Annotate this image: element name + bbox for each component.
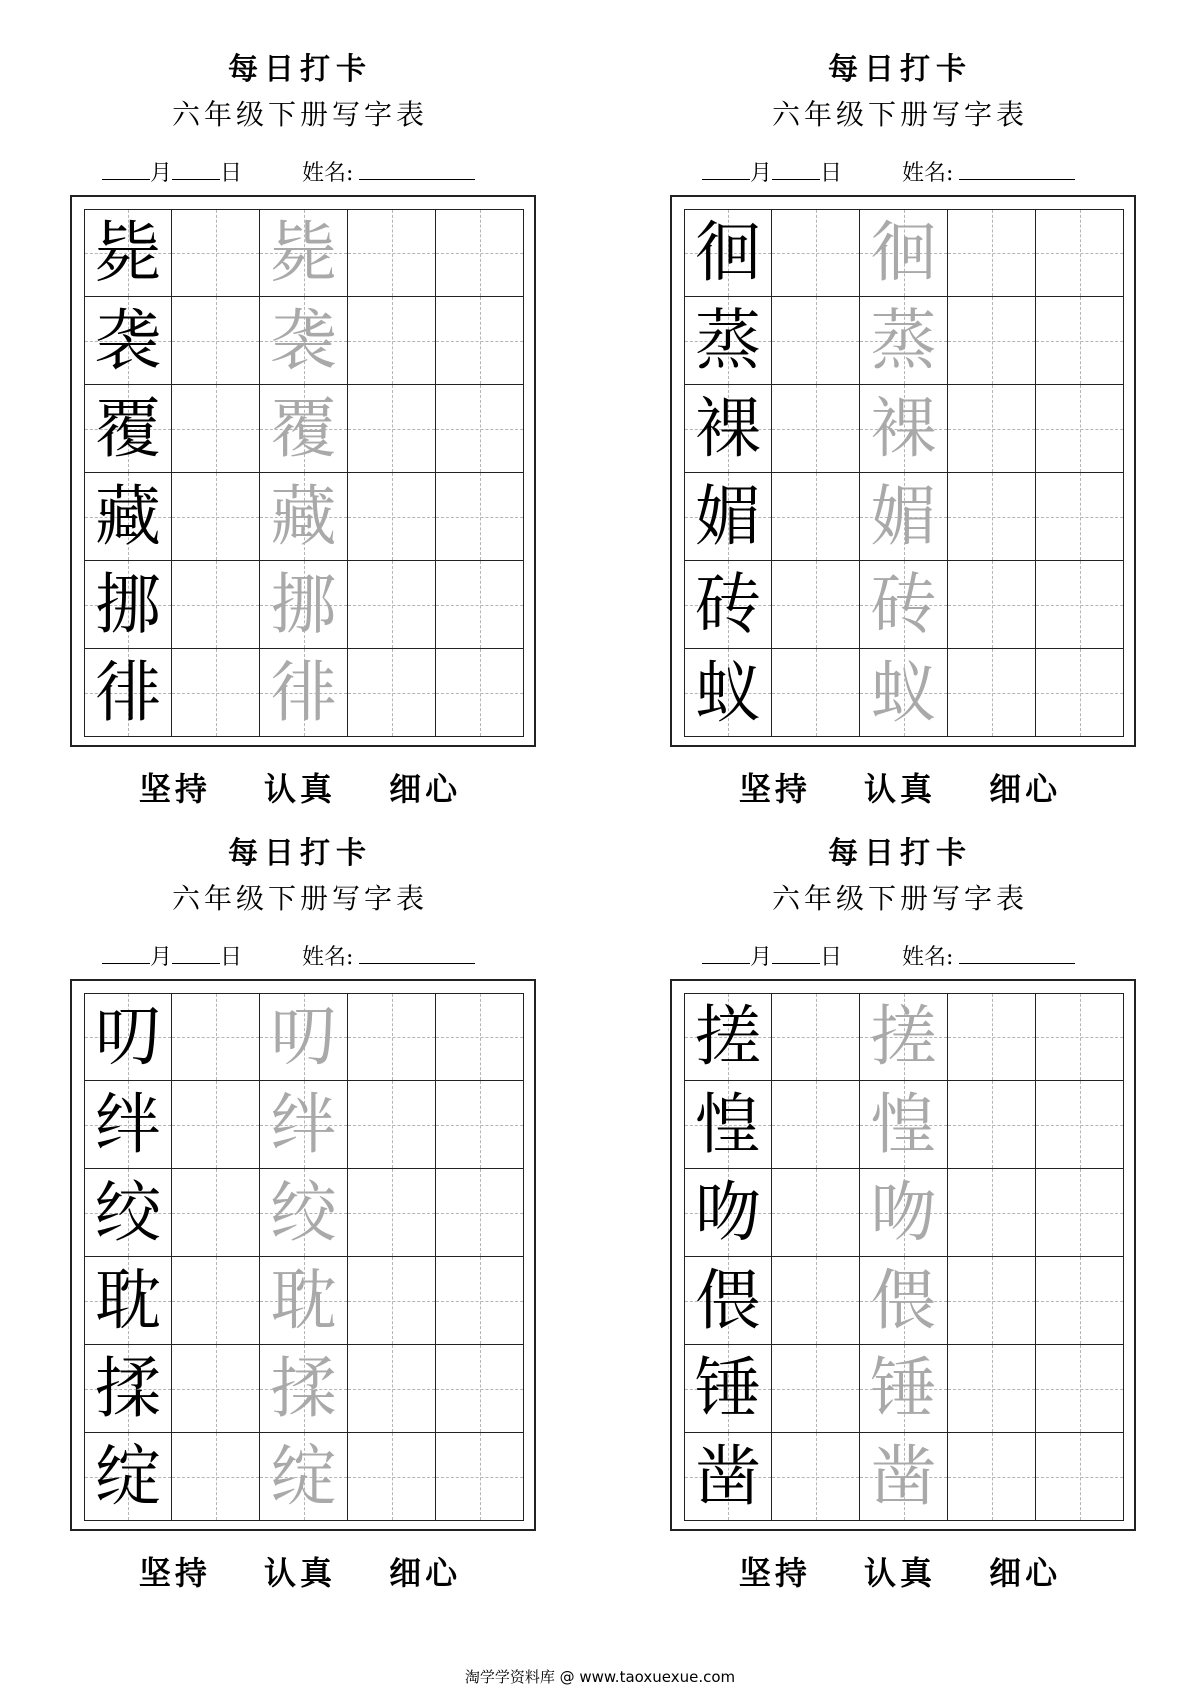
practice-cell[interactable] <box>348 649 436 737</box>
trace-char-cell[interactable] <box>260 1169 348 1257</box>
trace-char-cell[interactable] <box>860 561 948 649</box>
practice-cell[interactable] <box>1036 385 1124 473</box>
trace-char-cell[interactable] <box>860 1345 948 1433</box>
practice-cell[interactable] <box>172 297 260 385</box>
card-subtitle: 六年级下册写字表 <box>771 882 1028 915</box>
model-character: 覆 <box>95 389 161 467</box>
model-character: 藏 <box>95 477 161 555</box>
practice-cell[interactable] <box>1036 1169 1124 1257</box>
month-label: 月 <box>150 161 173 186</box>
model-char-cell <box>684 993 772 1081</box>
trace-character: 绞 <box>270 1173 337 1251</box>
model-char-cell <box>684 1081 772 1169</box>
practice-cell[interactable] <box>948 993 1036 1081</box>
model-character: 蚁 <box>695 653 761 731</box>
trace-character: 绊 <box>270 1085 337 1163</box>
practice-cell[interactable] <box>172 1433 260 1521</box>
writing-grid-frame <box>70 979 536 1531</box>
trace-char-cell[interactable] <box>860 993 948 1081</box>
model-character: 揉 <box>95 1349 161 1427</box>
month-blank[interactable] <box>702 161 750 180</box>
practice-cell[interactable] <box>772 473 860 561</box>
model-character: 挪 <box>95 565 161 643</box>
day-blank[interactable] <box>172 161 220 180</box>
name-label: 姓名: <box>902 945 954 970</box>
trace-character: 媚 <box>870 477 937 555</box>
trace-char-cell[interactable] <box>860 1169 948 1257</box>
practice-cell[interactable] <box>348 297 436 385</box>
trace-char-cell[interactable] <box>260 385 348 473</box>
writing-grid-frame <box>70 195 536 747</box>
trace-char-cell[interactable] <box>860 209 948 297</box>
practice-cell[interactable] <box>772 1433 860 1521</box>
model-char-cell <box>84 209 172 297</box>
practice-cell[interactable] <box>172 561 260 649</box>
trace-char-cell[interactable] <box>260 1081 348 1169</box>
day-blank[interactable] <box>172 945 220 964</box>
trace-character: 砖 <box>870 565 937 643</box>
name-blank[interactable] <box>359 945 475 964</box>
worksheet-card-1 <box>0 0 600 849</box>
practice-cell[interactable] <box>436 209 524 297</box>
practice-cell[interactable] <box>348 561 436 649</box>
practice-cell[interactable] <box>436 473 524 561</box>
trace-char-cell[interactable] <box>860 1433 948 1521</box>
card-title: 每日打卡 <box>228 52 372 87</box>
trace-character: 蒸 <box>870 301 937 379</box>
model-char-cell <box>684 1169 772 1257</box>
card-motto: 坚持 认真 细心 <box>138 1554 462 1592</box>
model-char-cell <box>684 1433 772 1521</box>
model-character: 搓 <box>695 998 761 1075</box>
trace-character: 裸 <box>870 389 937 467</box>
practice-cell[interactable] <box>436 1081 524 1169</box>
practice-cell[interactable] <box>772 209 860 297</box>
practice-cell[interactable] <box>772 1345 860 1433</box>
practice-cell[interactable] <box>772 561 860 649</box>
month-label: 月 <box>150 945 173 970</box>
trace-char-cell[interactable] <box>260 209 348 297</box>
trace-character: 耽 <box>270 1261 337 1339</box>
practice-cell[interactable] <box>348 1257 436 1345</box>
practice-cell[interactable] <box>772 297 860 385</box>
month-blank[interactable] <box>702 945 750 964</box>
practice-cell[interactable] <box>1036 649 1124 737</box>
trace-character: 凿 <box>870 1437 937 1515</box>
model-char-cell <box>84 1345 172 1433</box>
practice-cell[interactable] <box>348 993 436 1081</box>
practice-cell[interactable] <box>436 1257 524 1345</box>
practice-cell[interactable] <box>348 1345 436 1433</box>
practice-cell[interactable] <box>348 1433 436 1521</box>
practice-cell[interactable] <box>436 297 524 385</box>
model-character: 砖 <box>695 565 761 643</box>
trace-character: 徘 <box>270 653 337 731</box>
practice-cell[interactable] <box>172 649 260 737</box>
trace-char-cell[interactable] <box>260 993 348 1081</box>
name-label: 姓名: <box>302 945 354 970</box>
day-blank[interactable] <box>772 161 820 180</box>
model-char-cell <box>684 385 772 473</box>
trace-char-cell[interactable] <box>260 473 348 561</box>
practice-cell[interactable] <box>348 1169 436 1257</box>
name-blank[interactable] <box>959 945 1075 964</box>
trace-character: 覆 <box>270 389 337 467</box>
card-subtitle: 六年级下册写字表 <box>771 98 1028 131</box>
name-blank[interactable] <box>359 161 475 180</box>
practice-cell[interactable] <box>172 1081 260 1169</box>
trace-character: 袭 <box>270 301 337 379</box>
trace-char-cell[interactable] <box>260 297 348 385</box>
practice-cell[interactable] <box>348 385 436 473</box>
trace-char-cell[interactable] <box>260 1257 348 1345</box>
writing-grid <box>684 209 1124 737</box>
trace-char-cell[interactable] <box>860 1257 948 1345</box>
model-char-cell <box>684 561 772 649</box>
trace-character: 揉 <box>270 1349 337 1427</box>
model-char-cell <box>84 1081 172 1169</box>
writing-grid-frame <box>670 979 1136 1531</box>
model-char-cell <box>84 1433 172 1521</box>
model-character: 吻 <box>695 1173 761 1251</box>
day-blank[interactable] <box>772 945 820 964</box>
practice-cell[interactable] <box>772 1257 860 1345</box>
model-char-cell <box>84 561 172 649</box>
name-blank[interactable] <box>959 161 1075 180</box>
practice-cell[interactable] <box>948 209 1036 297</box>
model-character: 蒸 <box>695 301 761 379</box>
practice-cell[interactable] <box>948 385 1036 473</box>
model-character: 偎 <box>695 1261 761 1339</box>
card-title: 每日打卡 <box>828 52 972 87</box>
model-char-cell <box>84 297 172 385</box>
model-character: 媚 <box>695 477 761 555</box>
name-label: 姓名: <box>302 161 354 186</box>
card-title: 每日打卡 <box>228 836 372 871</box>
practice-cell[interactable] <box>172 1345 260 1433</box>
practice-cell[interactable] <box>436 561 524 649</box>
model-character: 凿 <box>695 1437 761 1515</box>
practice-cell[interactable] <box>772 993 860 1081</box>
trace-char-cell[interactable] <box>260 1433 348 1521</box>
practice-cell[interactable] <box>1036 1345 1124 1433</box>
practice-cell[interactable] <box>948 1345 1036 1433</box>
practice-cell[interactable] <box>1036 561 1124 649</box>
practice-cell[interactable] <box>1036 993 1124 1081</box>
footer-watermark: 淘学学资料库 @ www.taoxuexue.com <box>464 1668 736 1686</box>
model-character: 徊 <box>695 214 761 291</box>
worksheet-card-4 <box>600 784 1200 1633</box>
trace-character: 蚁 <box>870 653 937 731</box>
trace-character: 挪 <box>270 565 337 643</box>
worksheet-card-2 <box>600 0 1200 849</box>
model-character: 绞 <box>95 1173 161 1251</box>
trace-character: 吻 <box>870 1173 937 1251</box>
practice-cell[interactable] <box>348 1081 436 1169</box>
model-char-cell <box>684 209 772 297</box>
model-character: 绽 <box>95 1437 161 1515</box>
practice-cell[interactable] <box>772 1169 860 1257</box>
trace-character: 锤 <box>870 1349 937 1427</box>
practice-cell[interactable] <box>1036 1257 1124 1345</box>
practice-cell[interactable] <box>1036 297 1124 385</box>
writing-grid <box>84 209 524 737</box>
trace-character: 搓 <box>870 998 937 1075</box>
card-motto: 坚持 认真 细心 <box>738 1554 1062 1592</box>
trace-character: 叨 <box>270 998 337 1075</box>
model-character: 袭 <box>95 301 161 379</box>
practice-cell[interactable] <box>436 385 524 473</box>
practice-cell[interactable] <box>436 1169 524 1257</box>
model-char-cell <box>684 297 772 385</box>
practice-cell[interactable] <box>436 1433 524 1521</box>
trace-char-cell[interactable] <box>260 649 348 737</box>
model-char-cell <box>684 649 772 737</box>
model-character: 裸 <box>695 389 761 467</box>
trace-char-cell[interactable] <box>860 649 948 737</box>
practice-cell[interactable] <box>948 473 1036 561</box>
practice-cell[interactable] <box>948 649 1036 737</box>
day-label: 日 <box>820 161 843 186</box>
month-blank[interactable] <box>102 161 150 180</box>
practice-cell[interactable] <box>436 993 524 1081</box>
trace-char-cell[interactable] <box>860 385 948 473</box>
date-name-row <box>102 940 542 970</box>
practice-cell[interactable] <box>772 649 860 737</box>
practice-cell[interactable] <box>436 1345 524 1433</box>
day-label: 日 <box>220 161 243 186</box>
practice-cell[interactable] <box>172 1169 260 1257</box>
practice-cell[interactable] <box>772 1081 860 1169</box>
name-label: 姓名: <box>902 161 954 186</box>
model-char-cell <box>684 473 772 561</box>
trace-char-cell[interactable] <box>860 1081 948 1169</box>
model-character: 毙 <box>95 214 161 291</box>
day-label: 日 <box>220 945 243 970</box>
trace-character: 惶 <box>870 1085 937 1163</box>
trace-char-cell[interactable] <box>860 473 948 561</box>
writing-grid <box>684 993 1124 1521</box>
practice-cell[interactable] <box>1036 473 1124 561</box>
practice-cell[interactable] <box>948 1257 1036 1345</box>
date-name-row <box>702 940 1142 970</box>
model-char-cell <box>84 993 172 1081</box>
practice-cell[interactable] <box>1036 209 1124 297</box>
model-char-cell <box>84 473 172 561</box>
model-char-cell <box>84 649 172 737</box>
date-name-row <box>102 156 542 186</box>
practice-cell[interactable] <box>172 473 260 561</box>
model-character: 徘 <box>95 653 161 731</box>
trace-character: 毙 <box>270 214 337 291</box>
date-name-row <box>702 156 1142 186</box>
practice-cell[interactable] <box>948 1433 1036 1521</box>
model-char-cell <box>684 1345 772 1433</box>
practice-cell[interactable] <box>172 1257 260 1345</box>
writing-grid-frame <box>670 195 1136 747</box>
practice-cell[interactable] <box>436 649 524 737</box>
practice-cell[interactable] <box>948 297 1036 385</box>
practice-cell[interactable] <box>772 385 860 473</box>
card-title: 每日打卡 <box>828 836 972 871</box>
model-character: 叨 <box>95 998 161 1075</box>
trace-char-cell[interactable] <box>260 1345 348 1433</box>
practice-cell[interactable] <box>948 1081 1036 1169</box>
card-subtitle: 六年级下册写字表 <box>171 882 428 915</box>
practice-cell[interactable] <box>348 209 436 297</box>
practice-cell[interactable] <box>172 385 260 473</box>
practice-cell[interactable] <box>948 561 1036 649</box>
trace-character: 偎 <box>870 1261 937 1339</box>
worksheet-card-3 <box>0 784 600 1633</box>
trace-character: 徊 <box>870 214 937 291</box>
month-label: 月 <box>750 945 773 970</box>
trace-character: 藏 <box>270 477 337 555</box>
practice-cell[interactable] <box>172 209 260 297</box>
practice-cell[interactable] <box>348 473 436 561</box>
model-char-cell <box>84 1257 172 1345</box>
practice-cell[interactable] <box>1036 1433 1124 1521</box>
model-char-cell <box>684 1257 772 1345</box>
practice-cell[interactable] <box>172 993 260 1081</box>
card-motto: 坚持 认真 细心 <box>138 770 462 808</box>
model-character: 绊 <box>95 1085 161 1163</box>
model-character: 惶 <box>695 1085 761 1163</box>
card-motto: 坚持 认真 细心 <box>738 770 1062 808</box>
trace-char-cell[interactable] <box>860 297 948 385</box>
writing-grid <box>84 993 524 1521</box>
month-label: 月 <box>750 161 773 186</box>
card-subtitle: 六年级下册写字表 <box>171 98 428 131</box>
model-char-cell <box>84 385 172 473</box>
trace-character: 绽 <box>270 1437 337 1515</box>
model-character: 耽 <box>95 1261 161 1339</box>
model-character: 锤 <box>695 1349 761 1427</box>
practice-cell[interactable] <box>1036 1081 1124 1169</box>
month-blank[interactable] <box>102 945 150 964</box>
model-char-cell <box>84 1169 172 1257</box>
trace-char-cell[interactable] <box>260 561 348 649</box>
day-label: 日 <box>820 945 843 970</box>
practice-cell[interactable] <box>948 1169 1036 1257</box>
